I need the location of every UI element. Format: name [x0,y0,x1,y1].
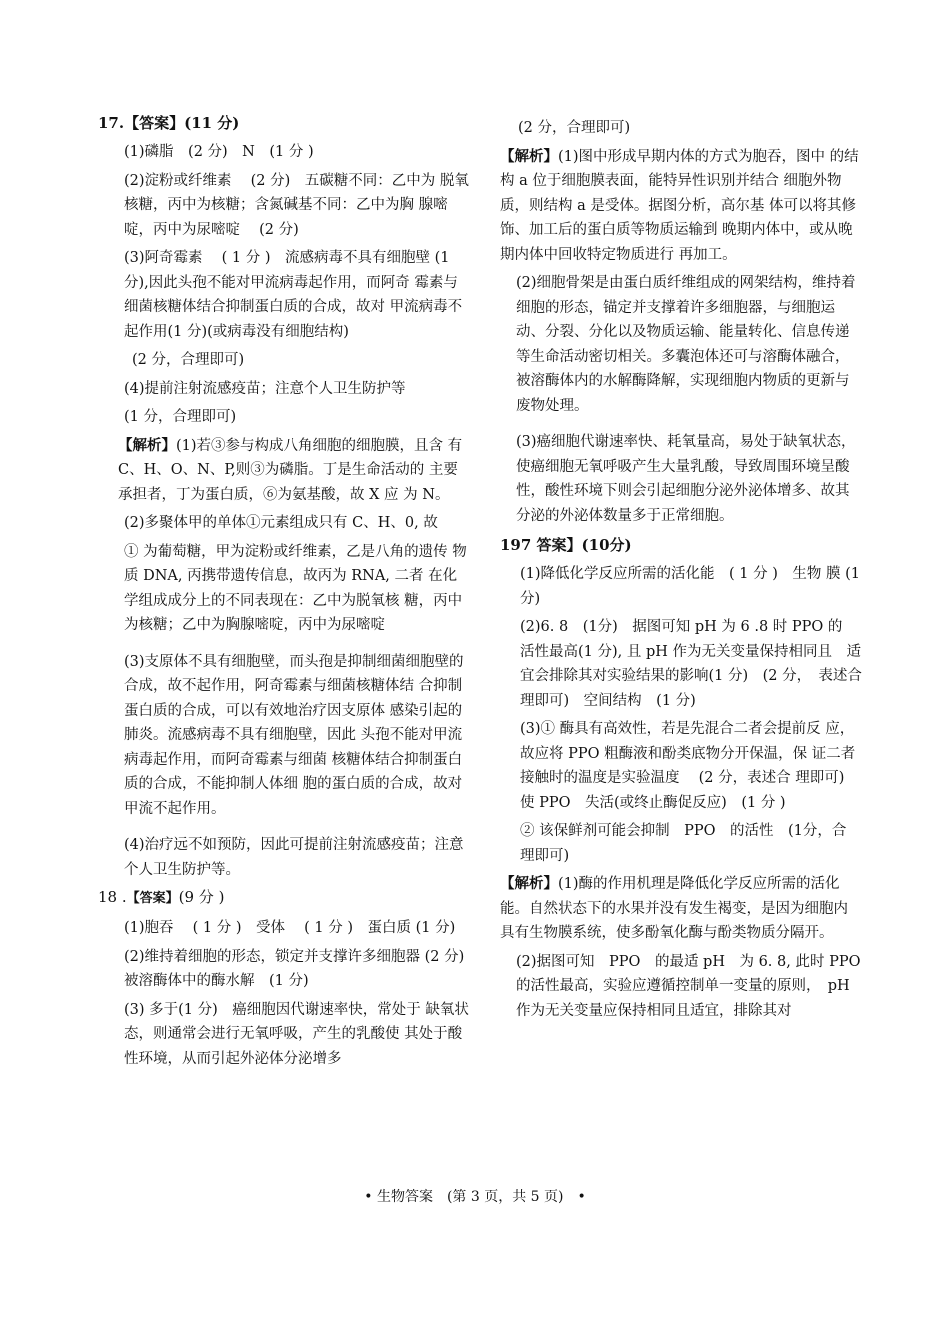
q17-answer-3-note: (2 分，合理即可) [132,352,245,368]
analysis-tag: 【解析】 [500,147,558,165]
q19-analysis-2: (2)据图可知 PPO 的最适 pH 为 6. 8, 此时 PPO 的活性最高，实验应遵循控制单一变量的原则， pH 作为无关变量应保持相同且适宜，排除其对 [516,953,875,1019]
q18-heading [98,886,470,910]
q17-answer-1: (1)磷脂 (2 分) N (1 分 ) [124,144,314,160]
q18-answer-1: (1)胞吞 ( 1 分 ) 受体 ( 1 分 ) 蛋白质 (1 分) [124,920,456,936]
q19-analysis-1-text: (1)酶的作用机理是降低化学反应所需的活化能。自然状态下的水果并没有发生褐变，是因为细胞内具有生物膜系统，使多酚氧化酶与酚类物质分隔开。 [500,876,848,941]
q17-answer-3: (3)阿奇霉素 ( 1 分 ) 流感病毒不具有细胞壁 (1 分),因此头孢不能对甲流病毒起作用，而阿奇 霉素与细菌核糖体结合抑制蛋白质的合成，故对 甲流病毒不起作用(1 分)(或病毒没有细胞结构) [124,250,463,340]
q18-answer-3-note: (2 分，合理即可) [518,120,631,136]
page-footer: • 生物答案 (第 3 页，共 5 页) • [364,1189,586,1205]
q19-answer-3: (3)① 酶具有高效性，若是先混合二者会提前反 应，故应将 PPO 粗酶液和酚类底物分开保温，保 证二者接触时的温度是实验温度 (2 分，表述合 理即可) 使 PPO 失活(或终止酶促反应) (1 分 ) [520,721,864,811]
analysis-tag: 【解析】 [118,436,176,454]
q17-analysis-3: (3)支原体不具有细胞壁，而头孢是抑制细菌细胞壁的合成，故不起作用，阿奇霉素与细菌核糖体结 合抑制蛋白质的合成，可以有效地治疗因支原体 感染引起的肺炎。流感病毒不具有细胞壁，因此 头孢不能对甲流病毒起作用，而阿奇霉素与细菌 核糖体结合抑制蛋白质的合成，不能抑制人体细 胞的蛋白质的合成，故对甲流不起作用。 [124,653,464,817]
q19-answer-2: (2)6. 8 (1分) 据图可知 pH 为 6 .8 时 PPO 的 活性最高(1 分), 且 pH 作为无关变量保持相同且 适宜会排除其对实验结果的影响(1 分) (2 分， 表述合理即可) 空间结构 (1 分) [520,619,862,709]
analysis-tag: 【解析】 [500,875,558,892]
q18-analysis-2: (2)细胞骨架是由蛋白质纤维组成的网架结构，维持着细胞的形态，锚定并支撑着许多细胞器，与细胞运动、分裂、分化以及物质运输、能量转化、信息传递等生命活动密切相关。多囊泡体还可与溶酶体融合，被溶酶体内的水解酶降解，实现细胞内物质的更新与废物处理。 [516,275,856,414]
q18-analysis-1 [500,145,862,268]
q18-score: (9 分 ) [178,888,225,906]
left-column [98,112,479,1075]
q17-answer-4: (4)提前注射流感疫苗；注意个人卫生防护等 [124,380,406,397]
q19-heading: 197 答案】(10分) [500,536,632,554]
q17-analysis-1 [98,434,470,508]
q18-number: 18 . [98,888,127,906]
q19-answer-3b: ② 该保鲜剂可能会抑制 PPO 的活性 (1分，合 理即可) [520,823,861,864]
q17-answer-4-note: (1 分，合理即可) [124,409,237,425]
q17-analysis-1-text: (1)若③参与构成八角细胞的细胞膜，且含 有C、H、O、N、P,则③为磷脂。丁是生命活动的 主要承担者，丁为蛋白质，⑥为氨基酸，故 X 应 为 N。 [118,437,463,503]
q18-analysis-3: (3)癌细胞代谢速率快、耗氧量高，易处于缺氧状态，使癌细胞无氧呼吸产生大量乳酸，导致周围环境呈酸性，酸性环境下则会引起细胞分泌外泌体增多、故其分泌的外泌体数量多于正常细胞。 [516,434,856,524]
q18-answer-tag: 【答案】 [126,891,179,906]
q17-answer-2: (2)淀粉或纤维素 (2 分) 五碳糖不同：乙中为 脱氧核糖，丙中为核糖；含氮碱基不同：乙中为胸 腺嘧啶，丙中为尿嘧啶 (2 分) [124,172,469,238]
q18-analysis-1-text: (1)图中形成早期内体的方式为胞吞，图中 的结构 a 位于细胞膜表面，能特异性识别并结合 细胞外物质，则结构 a 是受体。据图分析，高尔基 体可以将其修饰、加工后的蛋白质等物质运输到 晚期内体中，或从晚期内体中回收特定物质进行 再加工。 [500,148,859,263]
q17-heading: 17.【答案】(11 分) [98,114,240,132]
q18-answer-2: (2)维持着细胞的形态，锁定并支撑许多细胞器 (2 分) 被溶酶体中的酶水解 (1 分) [124,948,479,989]
q18-answer-3: (3) 多于(1 分) 癌细胞因代谢速率快，常处于 缺氧状态，则通常会进行无氧呼吸，产生的乳酸使 其处于酸性环境，从而引起外泌体分泌增多 [124,1001,469,1067]
q19-analysis-1 [500,872,862,946]
q19-answer-1: (1)降低化学反应所需的活化能 ( 1 分 ) 生物 膜 (1分) [520,566,861,607]
q17-analysis-2b: ① 为葡萄糖，甲为淀粉或纤维素，乙是八角的遗传 物质 DNA, 丙携带遗传信息，故丙为 RNA, 二者 在化学组成成分上的不同表现在：乙中为脱氧核 糖，丙中为核糖；乙中为胸腺嘧啶，丙中为尿嘧啶 [124,543,467,633]
q17-analysis-2: (2)多聚体甲的单体①元素组成只有 C、H、0, 故 [124,515,438,531]
right-column [500,116,875,1027]
q17-analysis-4: (4)治疗远不如预防，因此可提前注射流感疫苗；注意个人卫生防护等。 [124,837,464,878]
